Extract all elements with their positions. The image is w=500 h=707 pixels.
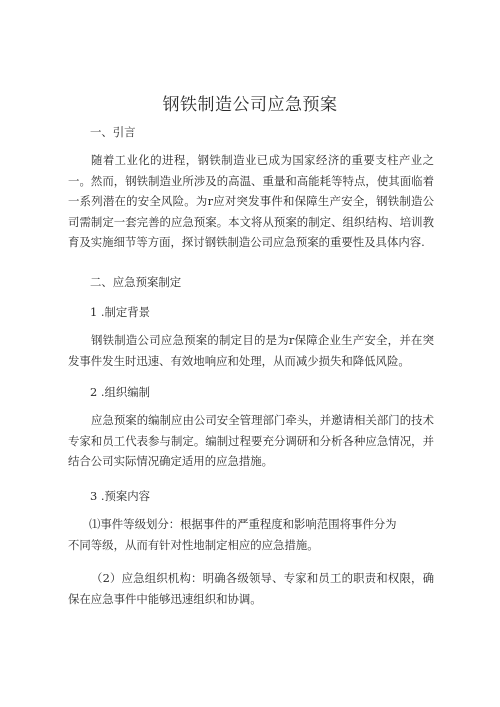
organization-paragraph: 应急预案的编制应由公司安全管理部门牵头，并邀请相关部门的技术专家和员工代表参与制定。编制过程要充分调研和分析各种应急情况，并结合公司实际情况确定适用的应急措施。 bbox=[68, 413, 434, 468]
intro-paragraph: 随着工业化的进程，钢铁制造业已成为国家经济的重要支柱产业之一。然而，钢铁制造业所涉及的高温、重量和高能耗等特点，使其面临着一系列潜在的安全风险。为r应对突发事件和保障生产安全，钢铁制造公司需制定一套完善的应急预案。本文将从预案的制定、组织结构、培训教育及实施细节等方面，探讨钢铁制造公司应急预案的重要性及具体内容. bbox=[68, 153, 434, 249]
background-paragraph: 钢铁制造公司应急预案的制定目的是为r保障企业生产安全，并在突发事件发生时迅速、有效地响应和处理，从而减少损失和降低风险。 bbox=[68, 333, 434, 368]
section-heading-introduction: 一、引言 bbox=[90, 125, 136, 139]
subsection-heading-background: 1 .制定背景 bbox=[90, 305, 151, 319]
event-level-item-line-2: 不同等级，从而有针对性地制定相应的应急措施。 bbox=[68, 537, 319, 552]
document-title: 钢铁制造公司应急预案 bbox=[162, 95, 338, 115]
subsection-heading-plan-content: 3 .预案内容 bbox=[90, 489, 151, 503]
emergency-organization-item: （2）应急组织机构：明确各级领导、专家和员工的职责和权限，确保在应急事件中能够迅速组织和协调。 bbox=[68, 571, 434, 606]
event-level-item bbox=[68, 514, 434, 555]
section-heading-plan-formulation: 二、应急预案制定 bbox=[90, 275, 182, 289]
subsection-heading-organization: 2 .组织编制 bbox=[90, 385, 151, 399]
event-level-item-line-1: ⑴事件等级划分：根据事件的严重程度和影响范围将事件分为 bbox=[89, 517, 397, 531]
